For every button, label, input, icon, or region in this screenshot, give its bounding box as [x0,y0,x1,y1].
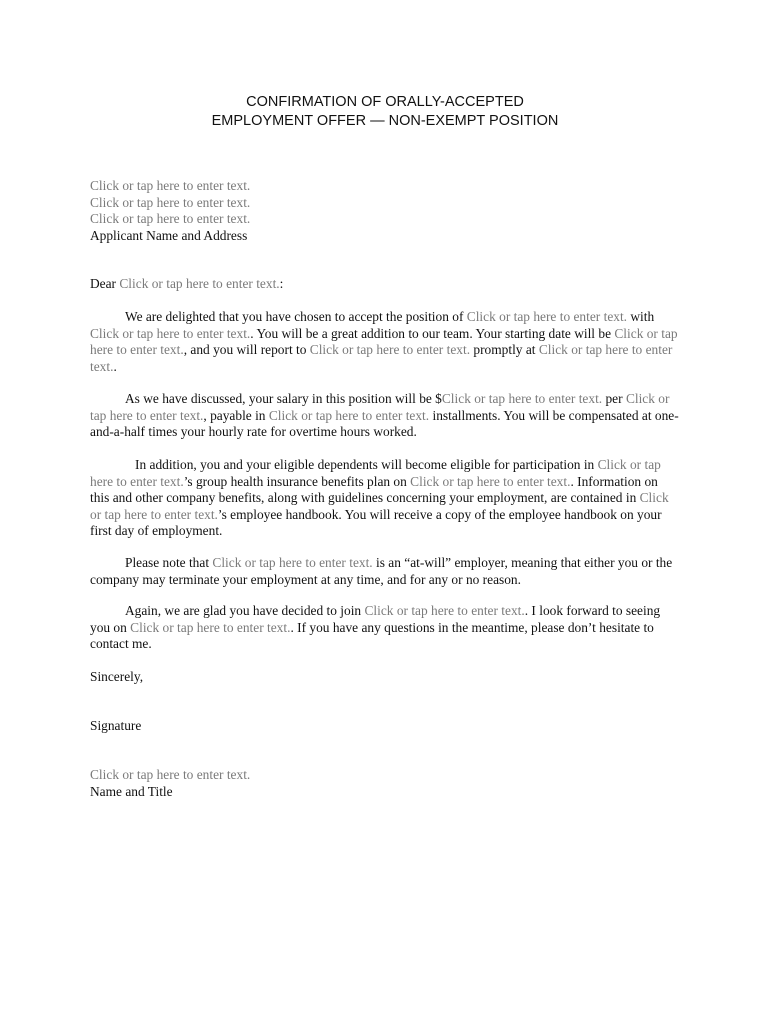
p3-text-b: ’s group health insurance benefits plan on [183,473,411,489]
paragraph-closing [90,603,680,653]
p5-text-b: . I look forward to seeing you on [90,603,661,635]
applicant-address-field-1[interactable]: Click or tap here to enter text. [90,178,251,193]
signer-name-field[interactable]: Click or tap here to enter text. [90,767,251,782]
benefits-company-field[interactable]: Click or tap here to enter text. [90,457,661,489]
applicant-address-field-2[interactable]: Click or tap here to enter text. [90,194,251,210]
salutation-name-field[interactable]: Click or tap here to enter text. [119,276,280,291]
benefits-date-field[interactable]: Click or tap here to enter text. [410,473,571,489]
employer-field[interactable]: Click or tap here to enter text. [212,555,373,570]
p5-text-a: Again, we are glad you have decided to join [125,603,365,618]
p2-text-b: per [602,391,626,406]
supervisor-field[interactable]: Click or tap here to enter text. [309,342,471,357]
p1-text-a: We are delighted that you have chosen to accept the position of [125,309,467,324]
p2-text-d: installments. You will be compensated at one-and-a-half times your hourly rate for overtime hours worked. [90,407,679,439]
closing-sincerely: Sincerely, [90,669,144,684]
p4-text-b: is an “at-will” employer, meaning that either you or the company may terminate your employment at any time, and for any or no reason. [90,555,673,587]
p3-text-a: In addition, you and your eligible dependents will become eligible for participation in [135,457,598,472]
paragraph-at-will [90,555,680,588]
salutation [90,276,680,293]
applicant-address-block [90,178,680,244]
p3-text-d: ’s employee handbook. You will receive a copy of the employee handbook on your first day of employment. [90,506,662,538]
document-title [0,93,770,131]
title-line-1: CONFIRMATION OF ORALLY-ACCEPTED [246,94,524,110]
p2-text-c: , payable in [203,407,269,423]
title-line-2: EMPLOYMENT OFFER — NON-EXEMPT POSITION [211,113,559,129]
applicant-address-field-3[interactable]: Click or tap here to enter text. [90,211,251,226]
salary-period-field[interactable]: Click or tap here to enter text. [90,391,670,423]
p3-text-c: . Information on this and other company benefits, along with guidelines concerning your employment, are contained in [90,473,658,505]
salutation-prefix: Dear [90,276,120,291]
p1-text-f: . [113,358,117,374]
p1-text-b: with [627,309,655,324]
p1-text-e: promptly at [470,342,539,357]
pay-frequency-field[interactable]: Click or tap here to enter text. [268,407,430,423]
name-title-label: Name and Title [90,783,173,799]
seeing-date-field[interactable]: Click or tap here to enter text. [130,619,291,635]
p4-text-a: Please note that [125,555,213,570]
p1-text-c: . You will be a great addition to our team. Your starting date will be [250,325,615,341]
salary-amount-field[interactable]: Click or tap here to enter text. [441,391,603,406]
handbook-company-field[interactable]: Click or tap here to enter text. [90,490,669,522]
start-date-field[interactable]: Click or tap here to enter text. [90,325,678,357]
paragraph-benefits [90,457,680,540]
position-field[interactable]: Click or tap here to enter text. [466,309,628,324]
p2-text-a: As we have discussed, your salary in this position will be $ [125,391,442,406]
signer-block [90,767,680,800]
start-time-field[interactable]: Click or tap here to enter text. [90,342,673,374]
applicant-address-label: Applicant Name and Address [90,227,248,243]
signature-label: Signature [90,718,142,733]
company-field[interactable]: Click or tap here to enter text. [90,325,251,341]
paragraph-salary [90,391,680,441]
p5-text-c: . If you have any questions in the meantime, please don’t hesitate to contact me. [90,619,654,651]
p1-text-d: , and you will report to [183,342,310,357]
join-company-field[interactable]: Click or tap here to enter text. [364,603,525,618]
salutation-suffix: : [279,276,284,291]
paragraph-position [90,309,680,375]
